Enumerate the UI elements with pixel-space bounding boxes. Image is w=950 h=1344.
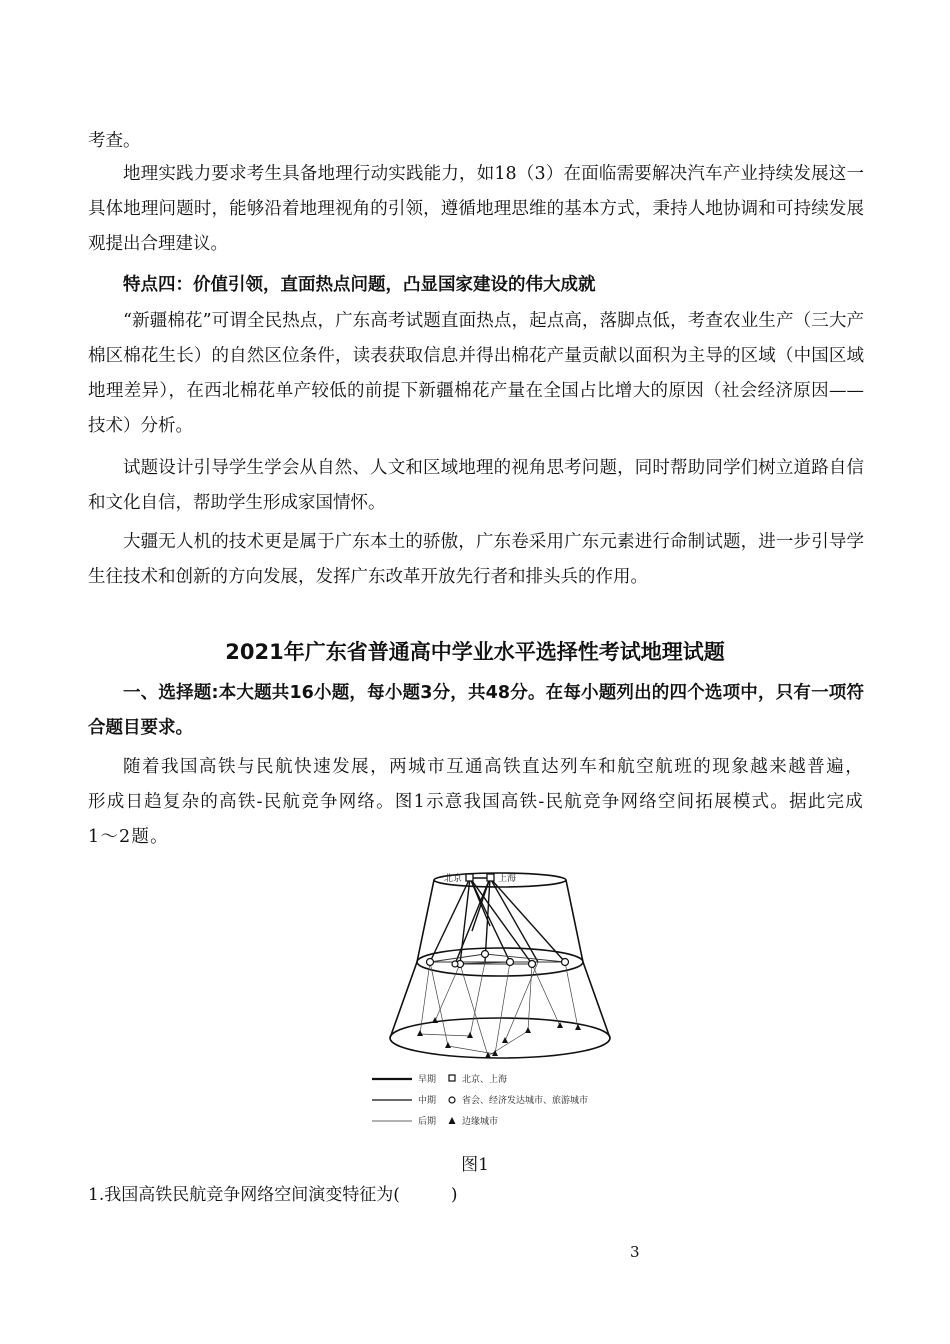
- paragraph-dji-drone: 大疆无人机的技术更是属于广东本土的骄傲，广东卷采用广东元素进行命制试题，进一步引导学生往技术和创新的方向发展，发挥广东改革开放先行者和排头兵的作用。: [88, 532, 864, 587]
- legend-early-desc: 北京、上海: [462, 1075, 508, 1085]
- legend-late-period: 后期: [418, 1117, 437, 1127]
- label-beijing: 北京: [444, 874, 463, 884]
- paragraph-continuation: 考查。: [88, 131, 141, 151]
- legend-middle-desc: 省会、经济发达城市、旅游城市: [462, 1096, 589, 1106]
- page-number: 3: [630, 1243, 640, 1261]
- legend-early-period: 早期: [418, 1075, 437, 1085]
- question-1-stem: 1.我国高铁民航竞争网络空间演变特征为( ): [88, 1185, 458, 1205]
- section-heading-feature-four: 特点四：价值引领，直面热点问题，凸显国家建设的伟大成就: [123, 275, 596, 295]
- figure-caption: 图1: [461, 1155, 489, 1175]
- legend-late-desc: 边缘城市: [462, 1117, 499, 1127]
- paragraph-question-design: 试题设计引导学生学会从自然、人文和区域地理的视角思考问题，同时帮助同学们树立道路自信和文化自信，帮助学生形成家国情怀。: [88, 458, 864, 513]
- paragraph-xinjiang-cotton: “新疆棉花”可谓全民热点，广东高考试题直面热点，起点高，落脚点低，考查农业生产（三大产棉区棉花生长）的自然区位条件，读表获取信息并得出棉花产量贡献以面积为主导的区域（中国区域地理差异），在西北棉花单产较低的前提下新疆棉花产量在全国占比增大的原因（社会经济原因——技术）分析。: [88, 311, 864, 436]
- label-shanghai: 上海: [498, 874, 517, 884]
- exam-question-intro: 随着我国高铁与民航快速发展，两城市互通高铁直达列车和航空航班的现象越来越普遍，形成日趋复杂的高铁-民航竞争网络。图1示意我国高铁-民航竞争网络空间拓展模式。据此完成1～2题。: [88, 757, 864, 847]
- network-expansion-diagram: [360, 866, 640, 1136]
- exam-title: 2021年广东省普通高中学业水平选择性考试地理试题: [225, 640, 725, 664]
- legend-middle-period: 中期: [418, 1096, 437, 1106]
- exam-section-instructions: 一、选择题:本大题共16小题，每小题3分，共48分。在每小题列出的四个选项中，只有一项符合题目要求。: [88, 683, 864, 738]
- paragraph-geo-practice: 地理实践力要求考生具备地理行动实践能力，如18（3）在面临需要解决汽车产业持续发展这一具体地理问题时，能够沿着地理视角的引领，遵循地理思维的基本方式，秉持人地协调和可持续发展观提出合理建议。: [88, 164, 864, 254]
